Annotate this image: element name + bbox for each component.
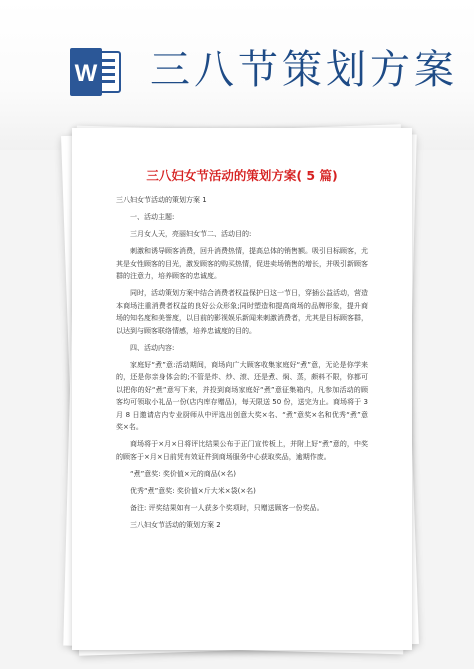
paragraph: 优秀“煮”意奖: 奖价值×斤大米×袋(×名) xyxy=(130,486,256,495)
paragraph: “煮”意奖: 奖价值×元的商品(×名) xyxy=(130,469,237,478)
word-icon xyxy=(68,44,124,100)
paragraph: 三八妇女节活动的策划方案 1 xyxy=(116,196,207,204)
paragraph: 同时，活动策划方案中结合消费者权益保护日这一节日，穿插公益活动，营造本商场注重消费者权益的良好公众形象;同时塑造和提高商场的品牌形象，提升商场的知名度和美誉度，以目前的影视娱乐新闻来刺激消费者，尤其是目标顾客群，以达到与顾客联络情感，培养忠诚度的目的。 xyxy=(116,289,368,335)
word-logo-letter: W xyxy=(74,60,98,87)
document-page xyxy=(72,128,412,650)
banner-title: 三八节策划方案 xyxy=(150,47,458,93)
document-body xyxy=(116,194,368,536)
document-title: 三八妇女节活动的策划方案( 5 篇) xyxy=(146,168,338,183)
paragraph: 三月女人天，亮丽妇女节二、活动目的: xyxy=(130,230,252,238)
paragraph: 一、活动主题: xyxy=(130,213,175,221)
paragraph: 备注: 评奖结果如有一人获多个奖项时，只赠送顾客一份奖品。 xyxy=(130,503,324,512)
paragraph: 刺激和诱导顾客消费，回升消费热情，提高总体的销售额。吸引目标顾客，尤其是女性顾客的目光，激发顾客的购买热情，促进卖场销售的增长，并吸引新顾客群的注意力，培养顾客的忠诚度。 xyxy=(116,247,368,280)
paragraph: 商场将于×月×日将评比结果公布于正门宣传板上，并附上好“煮”意的，中奖的顾客于×月×日前凭有效证件到商场服务中心获取奖品，逾期作废。 xyxy=(116,440,368,461)
paragraph: 三八妇女节活动的策划方案 2 xyxy=(130,520,221,529)
paragraph: 家庭好“煮”意:活动期间，商场向广大顾客收集家庭好“煮”意，无论是你学来的，还是你亲身体会的;不管是炸、炒、滚、还是煮、焖、蒸，颇料不限，你都可以把你的好“煮”意写下来，并投到商场家庭好“煮”意征集箱内，凡参加活动的顾客均可领取小礼品一份(店内库存赠品)，每天限送 50 份，送完为止。商场将于 3 月 8 日邀请店内专业厨师从中评选出创意大奖×名、“煮”意奖×名和优秀“煮”意奖×名。 xyxy=(116,360,368,431)
paragraph: 四、活动内容: xyxy=(130,343,175,352)
